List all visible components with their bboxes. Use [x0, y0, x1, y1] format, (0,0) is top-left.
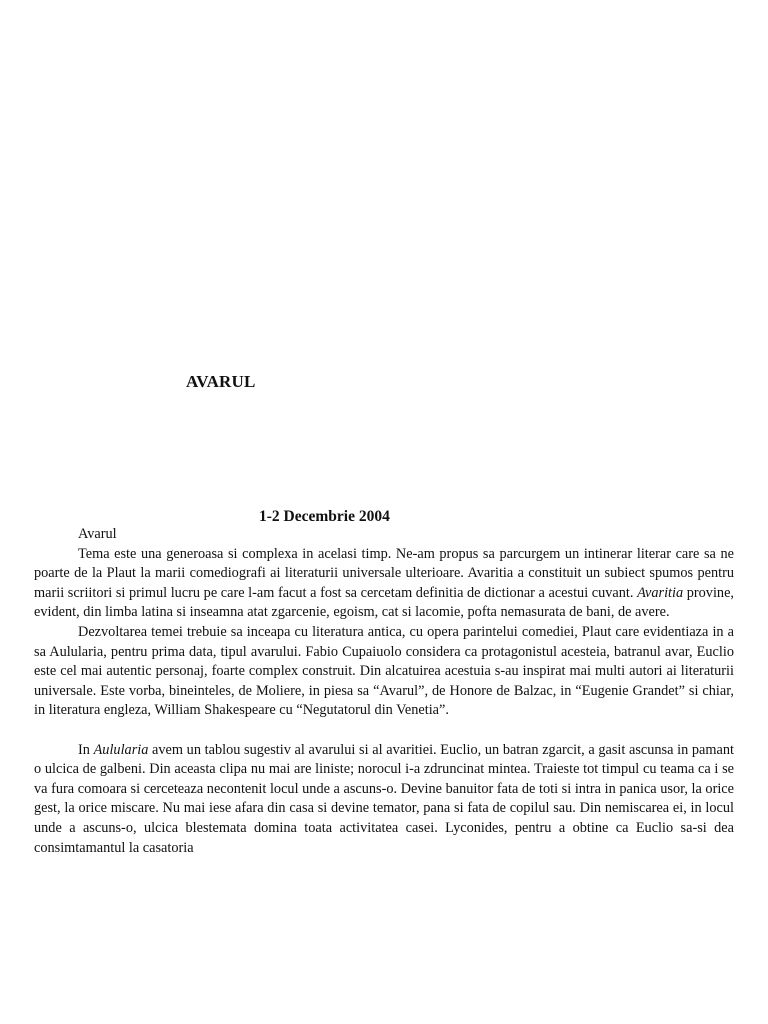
paragraph [34, 741, 734, 859]
paragraph-text: avem un tablou sugestiv al avarului si al avaritiei. Euclio, un batran zgarcit, a gasit ascunsa in pamant o ulcica de galbeni. Din aceasta clipa nu mai are liniste; norocul i-a zdruncinat mintea. Traieste tot timpul cu teama ca i se va fura comoara si cerceteaza necontenit locul unde a ascuns-o. Devine banuitor fata de toti si intra in panica usor, la orice gest, la orice miscare. Nu mai iese afara din casa si devine temator, pana si fata de copilul sau. Din nemiscarea ei, in locul unde a ascuns-o, ulcica blestemata domina toata activitatea casei. Lyconides, pentru a obtine ca Euclio sa-si dea consimtamantul la casatoria [34, 741, 734, 856]
paragraph: Dezvoltarea temei trebuie sa inceapa cu literatura antica, cu opera parintelui comediei, Plaut care evidentiaza in a sa Aulularia, pentru prima data, tipul avarului. Fabio Cupaiuolo considera ca protagonistul acesteia, batranul avar, Euclio este cel mai autentic personaj, foarte complex construit. Din alcatuirea acestuia s-au inspirat mai multi autori ai literaturii universale. Este vorba, bineinteles, de Moliere, in piesa sa “Avarul”, de Honore de Balzac, in “Eugenie Grandet” si chiar, in literatura engleza, William Shakespeare cu “Negutatorul din Venetia”. [34, 623, 734, 719]
italic-term: Aulularia [93, 741, 149, 758]
document-title: AVARUL [186, 372, 256, 391]
paragraph-text: In [78, 741, 94, 758]
paragraph-text: Tema este una generoasa si complexa in acelasi timp. Ne-am propus sa parcurgem un intinerar literar care sa ne poarte de la Plaut la marii comediografi ai literaturii universale ulterioare. Avaritia a constituit un subiect spumos pentru marii scriitori si primul lucru pe care l-am facut a fost sa cercetam definitia de dictionar a acestui cuvant. [34, 545, 734, 601]
date-heading: 1-2 Decembrie 2004 [259, 508, 390, 525]
paragraph-text: provine, evident, din limba latina si inseamna atat zgarcenie, egoism, cat si lacomie, pofta nemasurata de bani, de avere. [34, 584, 734, 621]
document-body [34, 525, 734, 858]
paragraph [34, 545, 734, 623]
italic-term: Avaritia [637, 584, 684, 601]
subheading: Avarul [78, 526, 117, 542]
